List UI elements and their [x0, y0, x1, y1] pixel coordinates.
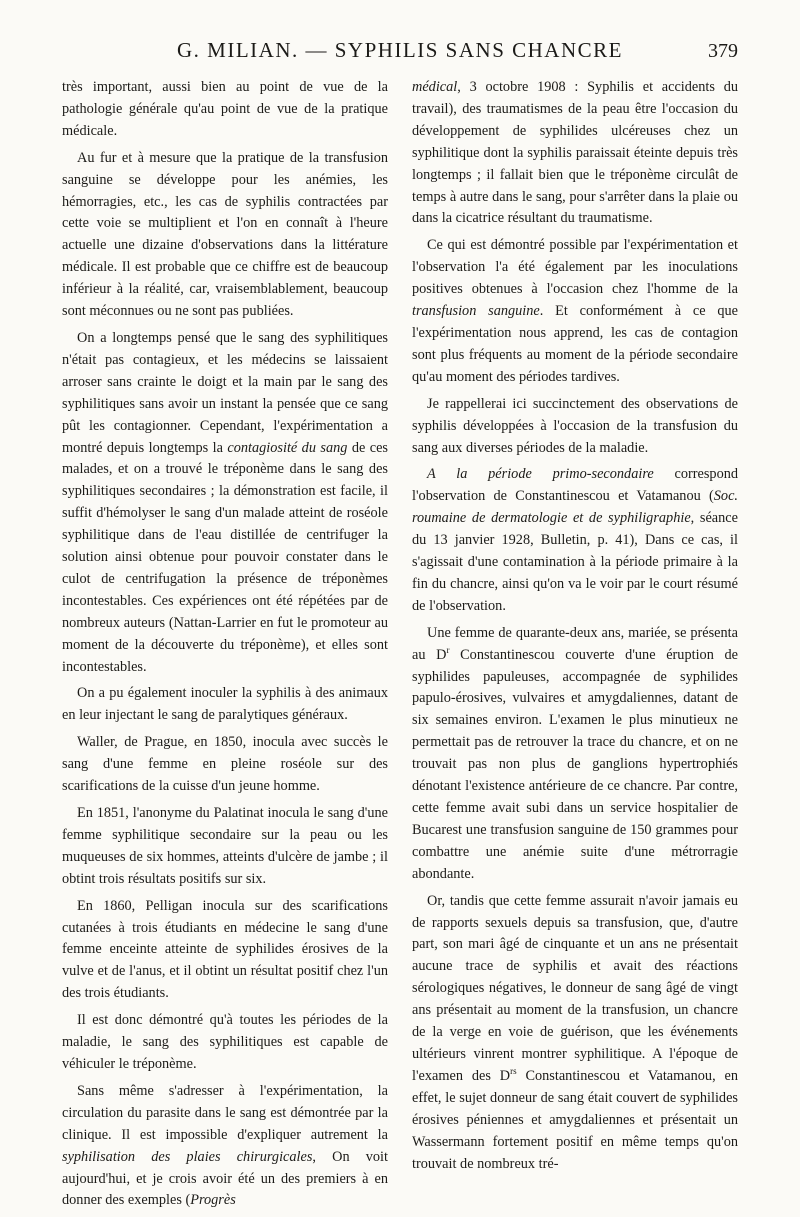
emphasis: Soc. roumaine de dermatologie et de syphiligraphie: [412, 488, 738, 527]
text: très important, aussi bien au point de vue de la pathologie générale qu'au point de vue de la pratique médicale.: [62, 79, 388, 139]
paragraph: [62, 803, 388, 891]
text: , séance du 13 janvier 1928, Bulletin, p. 41), Dans ce cas, il s'agissait d'une contamination à la période primaire à la fin du chancre, ainsi qu'on va le voir par le court résumé de l'observation.: [412, 510, 738, 614]
text: de ces malades, et on a trouvé le tréponème dans le sang des syphilitiques secondaires ; la démonstration est facile, il suffit d'hémolyser le sang d'un malade atteint de roséole syphilitique dans de l'eau distillée de centrifuger la solution ainsi obtenue pour pouvoir constater dans le culot de centrifugation la présence de tréponèmes incontestables. Ces expériences ont été répétées par de nombreux auteurs (Nattan-Larrier en fut le promoteur au moment de la découverte du tréponème), et elles sont incontestables.: [62, 439, 388, 675]
text: Je rappellerai ici succinctement des observations de syphilis développées à l'occasion de la transfusion du sang aux diverses périodes de la maladie.: [412, 395, 738, 456]
text: Au fur et à mesure que la pratique de la transfusion sanguine se développe pour les anémies, les hémorragies, etc., les cas de syphilis contractées par cette voie se multiplient et l'on en connaît à l'heure actuelle une dizaine d'observations dans la littérature médicale. Il est probable que ce chiffre est de beaucoup inférieur à la réalité, car, vraisemblablement, beaucoup sont méconnues ou ne sont pas publiées.: [62, 149, 388, 320]
text: Sans même s'adresser à l'expérimentation, la circulation du parasite dans le sang est démontrée par la clinique. Il est impossible d'expliquer autrement la: [62, 1082, 388, 1143]
paragraph: [412, 891, 738, 1176]
text: On a pu également inoculer la syphilis à des animaux en leur injectant le sang de paralytiques généraux.: [62, 685, 388, 724]
text: Or, tandis que cette femme assurait n'avoir jamais eu de rapports sexuels depuis sa transfusion, que, d'autre part, son mari âgé de cinquante et un ans ne présentait aucune trace de syphilis et avait des réactions sérologiques négatives, le donneur de sang âgé de vingt ans présentait au moment de la transfusion, un chancre de la verge en voie de guérison, que les événements ultérieurs vinrent montrer syphilitique. A l'époque de l'examen des D: [412, 892, 738, 1084]
emphasis: A la période primo-secondaire: [427, 466, 654, 483]
text: Une femme de quarante-deux ans, mariée, se présenta au D: [412, 624, 738, 663]
page-number: 379: [708, 40, 738, 62]
paragraph: [62, 1010, 388, 1076]
text: Waller, de Prague, en 1850, inocula avec succès le sang d'une femme en pleine roséole sur des scarifications de la cuisse d'un jeune homme.: [62, 734, 388, 795]
paragraph: [62, 896, 388, 1006]
left-column: [62, 77, 388, 1217]
text: En 1851, l'anonyme du Palatinat inocula le sang d'une femme syphilitique secondaire sur la peau ou les muqueuses de six hommes, atteints d'ulcère de jambe ; il obtint trois résultats positifs sur six.: [62, 805, 388, 887]
emphasis: transfusion sanguine: [412, 303, 540, 320]
text: , 3 octobre 1908 : Syphilis et accidents du travail), des traumatismes de la peau être l'occasion du développement de syphilides ulcéreuses chez un syphilitique dont la syphilis paraissait éteinte depuis très longtemps ; il fallait bien que le tréponème circulât de temps à autre dans le sang, pour s'arrêter dans la plaie ou dans la cicatrice résultant du traumatisme.: [412, 79, 738, 227]
emphasis: contagiosité du sang: [227, 439, 348, 456]
paragraph: [412, 623, 738, 886]
paragraph: [62, 683, 388, 727]
paragraph: [412, 394, 738, 460]
paragraph: [412, 464, 738, 617]
text: . Et conformément à ce que l'expérimentation nous apprend, les cas de contagion sont plus fréquents au moment de la période secondaire qu'au moment des périodes tardives.: [412, 303, 738, 385]
right-column: [412, 77, 738, 1180]
paragraph: [62, 732, 388, 798]
superscript: rs: [510, 1066, 517, 1077]
text: Ce qui est démontré possible par l'expérimentation et l'observation l'a été également par les inoculations positives obtenues à l'occasion chez l'homme de la: [412, 237, 738, 298]
page-header: [62, 38, 738, 72]
emphasis: Progrès: [190, 1192, 236, 1209]
paragraph: [62, 77, 388, 143]
text: correspond l'observation de Constantinescou et Vatamanou (: [412, 466, 739, 505]
text: Constantinescou couverte d'une éruption de syphilides papuleuses, accompagnée de syphilides papulo-érosives, vulvaires et amygdaliennes, datant de six semaines environ. L'examen le plus minutieux ne permettait pas de retrouver la trace du chancre, et on ne trouvait pas non plus de ganglions hypertrophiés dénotant l'existence antérieure de ce chancre. Par contre, cette femme avait subi dans un service hospitalier de Bucarest une transfusion sanguine de 150 grammes pour combattre une anémie suite d'une métrorragie abondante.: [412, 646, 738, 882]
text: Il est donc démontré qu'à toutes les périodes de la maladie, le sang des syphilitiques est capable de véhiculer le tréponème.: [62, 1012, 388, 1072]
paragraph: [412, 77, 738, 230]
text: Constantinescou et Vatamanou, en effet, le sujet donneur de sang était couvert de syphilides érosives péniennes et amygdaliennes et présentait un Wassermann fortement positif en même temps qu'on trouvait de nombreux tré-: [412, 1067, 738, 1172]
text: , On voit aujourd'hui, et je crois avoir été un des premiers à en donner des exemples (: [62, 1148, 388, 1209]
paragraph: [62, 148, 388, 323]
paragraph: [62, 328, 388, 679]
text: En 1860, Pelligan inocula sur des scarifications cutanées à trois étudiants en médecine le sang d'une femme enceinte atteinte de syphilides érosives de la vulve et de l'anus, et il obtint un résultat positif chez l'un des trois étudiants.: [62, 897, 388, 1002]
emphasis: médical: [412, 79, 458, 95]
text: On a longtemps pensé que le sang des syphilitiques n'était pas contagieux, et les médecins se laissaient arroser sans crainte le doigt et la main par le sang des syphilitiques sans avoir un instant la pensée que ce sang pût les contagionner. Cependant, l'expérimentation a montré depuis longtemps la: [62, 329, 388, 456]
running-title: G. MILIAN. — SYPHILIS SANS CHANCRE: [177, 38, 623, 62]
paragraph: [62, 1081, 388, 1212]
superscript: r: [446, 644, 450, 655]
paragraph: [412, 235, 738, 388]
emphasis: syphilisation des plaies chirurgicales: [62, 1148, 313, 1165]
